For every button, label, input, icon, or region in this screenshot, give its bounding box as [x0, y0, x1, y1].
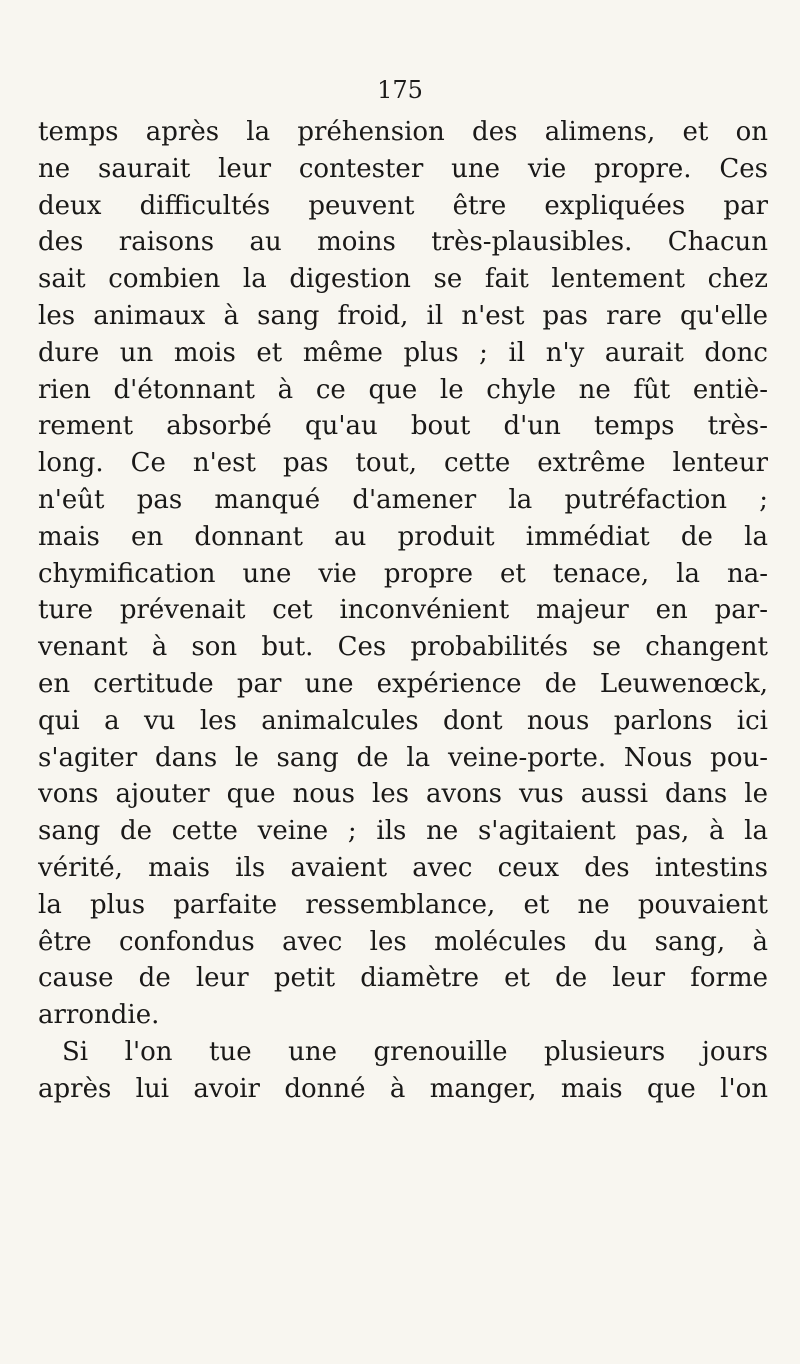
text-line: n'eût pas manqué d'amener la putréfaction ; [38, 484, 768, 515]
text-line: dure un mois et même plus ; il n'y aurait donc [38, 337, 768, 368]
text-line: la plus parfaite ressemblance, et ne pouvaient [38, 889, 768, 920]
text-line: long. Ce n'est pas tout, cette extrême lenteur [38, 448, 768, 479]
text-line: mais en donnant au produit immédiat de la [38, 521, 768, 552]
text-line: vons ajouter que nous les avons vus aussi dans le [38, 779, 768, 810]
text-line: sang de cette veine ; ils ne s'agitaient pas, à la [38, 816, 768, 847]
text-line: deux difficultés peuvent être expliquées par [38, 190, 768, 221]
text-line: chymification une vie propre et tenace, la na- [38, 558, 768, 589]
text-line: rement absorbé qu'au bout d'un temps très- [38, 411, 768, 442]
body-text [38, 114, 768, 1108]
text-line: venant à son but. Ces probabilités se changent [38, 632, 768, 663]
paragraph-end-line: arrondie. [38, 1000, 160, 1031]
text-line: en certitude par une expérience de Leuwenœck, [38, 668, 768, 699]
text-line: des raisons au moins très-plausibles. Chacun [38, 227, 768, 258]
paragraph-start-line: Si l'on tue une grenouille plusieurs jours [62, 1036, 768, 1067]
text-line: être confondus avec les molécules du sang, à [38, 926, 768, 957]
text-line: rien d'étonnant à ce que le chyle ne fût entiè- [38, 374, 768, 405]
text-line: temps après la préhension des alimens, et on [38, 117, 768, 147]
text-line: s'agiter dans le sang de la veine-porte. Nous pou- [38, 742, 768, 773]
text-line: sait combien la digestion se fait lentement chez [38, 264, 768, 295]
text-line: vérité, mais ils avaient avec ceux des intestins [38, 852, 768, 883]
text-line: ne saurait leur contester une vie propre. Ces [38, 153, 768, 184]
page-number: 175 [377, 76, 423, 104]
text-line: après lui avoir donné à manger, mais que l'on [38, 1073, 768, 1104]
text-line: qui a vu les animalcules dont nous parlons ici [38, 705, 768, 736]
text-line: ture prévenait cet inconvénient majeur en par- [38, 595, 768, 626]
text-line: les animaux à sang froid, il n'est pas rare qu'elle [38, 300, 768, 331]
text-line: cause de leur petit diamètre et de leur forme [38, 963, 768, 994]
